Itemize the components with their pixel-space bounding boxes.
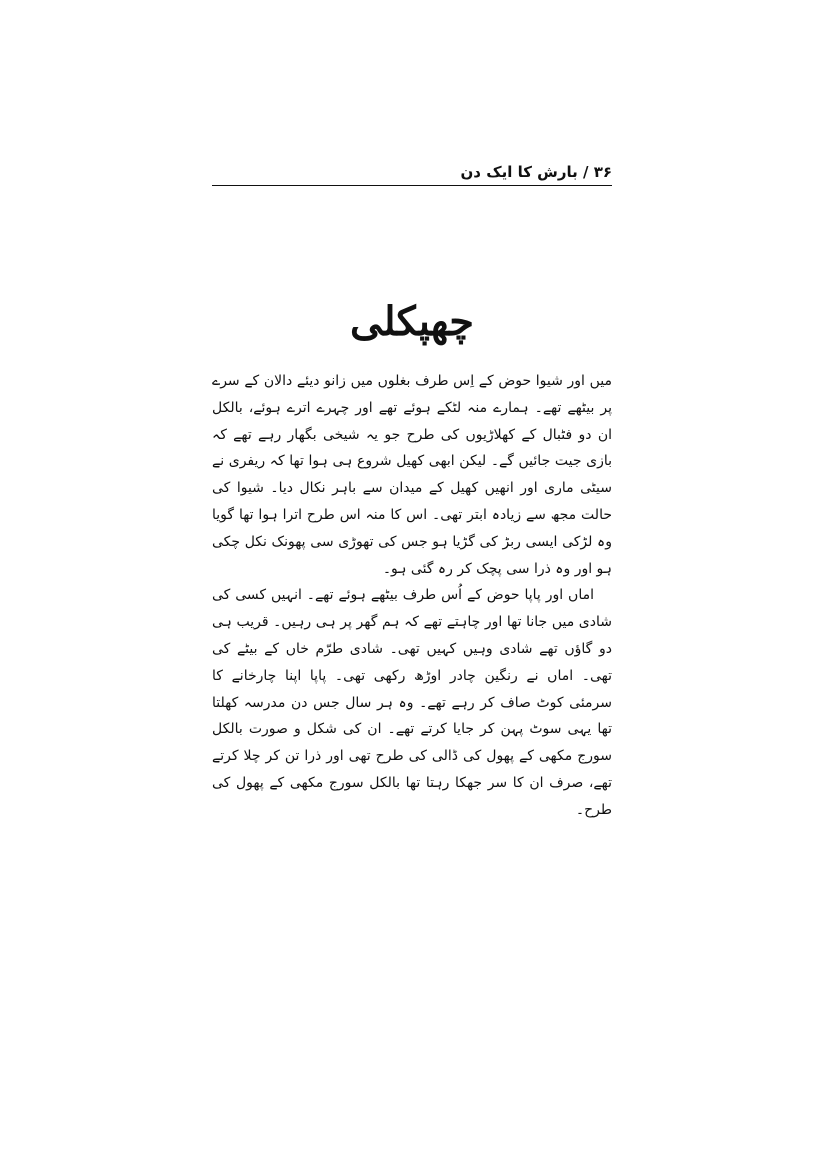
chapter-title: چھپکلی — [350, 298, 474, 345]
running-header: ۳۶ / بارش کا ایک دن — [460, 163, 612, 181]
header-rule — [212, 185, 612, 186]
paragraph-1: میں اور شیوا حوض کے اِس طرف بغلوں میں زانو دیئے دالان کے سرے پر بیٹھے تھے۔ ہمارے منہ لٹکے ہوئے تھے اور چہرے اترے ہوئے، بالکل ان دو فٹبال کے کھلاڑیوں کی طرح جو یہ شیخی بگھار رہے تھے کہ بازی جیت جائیں گے۔ لیکن ابھی کھیل شروع ہی ہوا تھا کہ ریفری نے سیٹی ماری اور انھیں کھیل کے میدان سے باہر نکال دیا۔ شیوا کی حالت مجھ سے زیادہ ابتر تھی۔ اس کا منہ اس طرح اترا ہوا تھا گویا وہ لڑکی ایسی ربڑ کی گڑیا ہو جس کی تھوڑی سی پھونک نکل چکی ہو اور وہ ذرا سی پچک کر رہ گئی ہو۔ — [212, 373, 612, 577]
paragraph-2: اماں اور پاپا حوض کے اُس طرف بیٹھے ہوئے تھے۔ انہیں کسی کی شادی میں جانا تھا اور چاہتے تھے کہ ہم گھر پر ہی رہیں۔ قریب ہی دو گاؤں تھے شادی وہیں کہیں تھی۔ شادی طرّم خاں کے بیٹے کی تھی۔ اماں نے رنگین چادر اوڑھ رکھی تھی۔ پاپا اپنا چارخانے کا سرمئی کوٹ صاف کر رہے تھے۔ وہ ہر سال جس دن مدرسہ کھلتا تھا یہی سوٹ پہن کر جایا کرتے تھے۔ ان کی شکل و صورت بالکل سورج مکھی کے پھول کی ڈالی کی طرح تھی اور ذرا تن کر چلا کرتے تھے، صرف ان کا سر جھکا رہتا تھا بالکل سورج مکھی کے پھول کی طرح۔ — [212, 587, 612, 818]
body-text — [212, 368, 612, 824]
